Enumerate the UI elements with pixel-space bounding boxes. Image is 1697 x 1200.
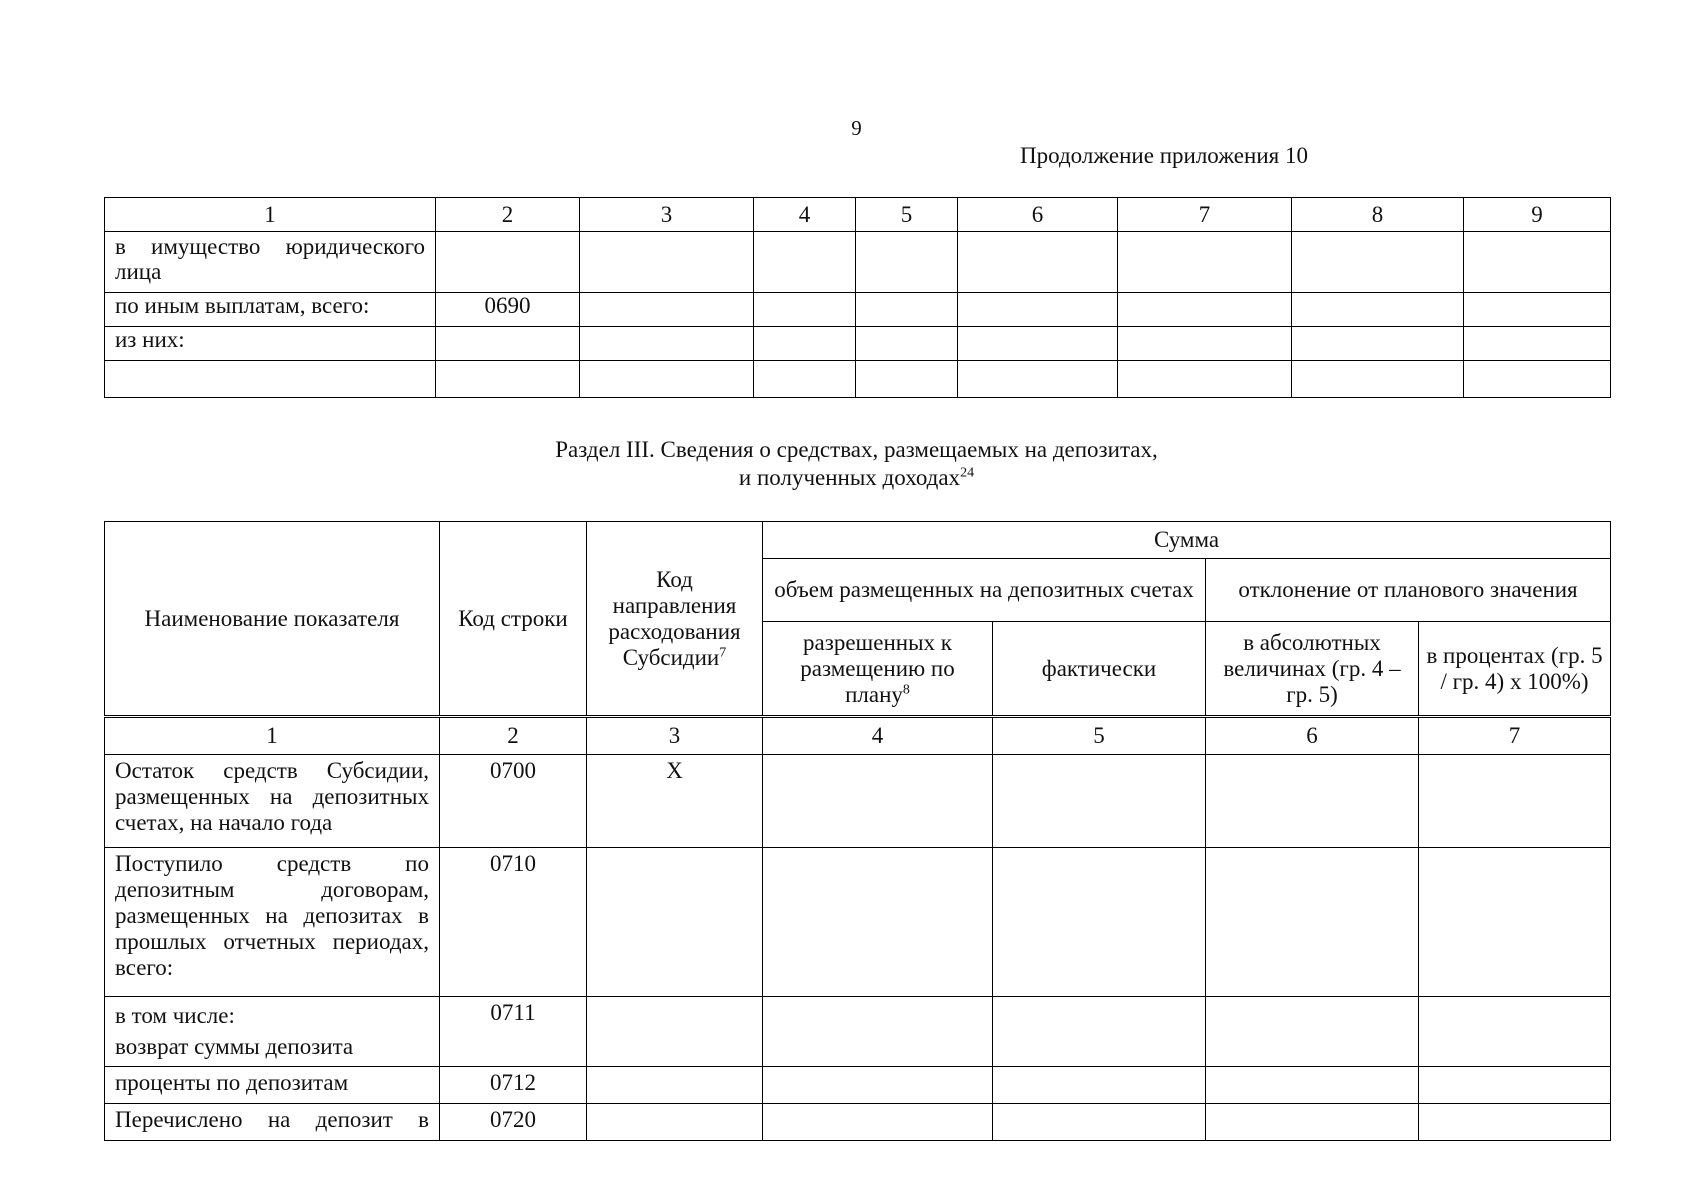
- header-actual: фактически: [993, 622, 1206, 717]
- empty-cell[interactable]: [1464, 361, 1611, 398]
- section-title-line2-wrap: [0, 464, 1697, 492]
- row-direction: [587, 997, 763, 1067]
- empty-cell[interactable]: [580, 361, 754, 398]
- empty-cell[interactable]: [856, 361, 958, 398]
- empty-cell[interactable]: [1206, 848, 1419, 997]
- column-number: 4: [754, 198, 856, 232]
- empty-cell[interactable]: [763, 1067, 993, 1104]
- empty-cell[interactable]: [1464, 232, 1611, 293]
- column-number: 2: [440, 717, 587, 755]
- column-number: 4: [763, 717, 993, 755]
- empty-cell[interactable]: [993, 997, 1206, 1067]
- empty-cell[interactable]: [1419, 997, 1611, 1067]
- table-row: [105, 293, 1611, 327]
- row-label-line1: в том числе:: [115, 1003, 235, 1028]
- empty-cell[interactable]: [958, 232, 1118, 293]
- empty-cell[interactable]: [958, 293, 1118, 327]
- row-code: 0712: [440, 1067, 587, 1104]
- empty-cell[interactable]: [1118, 361, 1292, 398]
- row-label: в имущество юридического лица: [105, 232, 436, 293]
- header-sum: Сумма: [763, 522, 1611, 559]
- empty-cell[interactable]: [958, 361, 1118, 398]
- row-direction: Х: [587, 755, 763, 848]
- column-number: 7: [1419, 717, 1611, 755]
- empty-cell[interactable]: [763, 755, 993, 848]
- empty-cell[interactable]: [1206, 997, 1419, 1067]
- row-direction: [587, 1104, 763, 1141]
- empty-cell[interactable]: [1464, 327, 1611, 361]
- row-direction: [587, 848, 763, 997]
- empty-cell[interactable]: [754, 293, 856, 327]
- row-label-line2: возврат суммы депозита: [115, 1034, 354, 1059]
- appendix-continuation-note: Продолжение приложения 10: [1020, 143, 1308, 168]
- row-direction: [587, 1067, 763, 1104]
- column-number: 9: [1464, 198, 1611, 232]
- empty-cell[interactable]: [993, 848, 1206, 997]
- empty-cell[interactable]: [763, 1104, 993, 1141]
- table-row: [105, 848, 1611, 997]
- column-number: 7: [1118, 198, 1292, 232]
- header-direction-code-text: Код направления расходования Субсидии: [608, 566, 741, 670]
- empty-cell[interactable]: [580, 327, 754, 361]
- header-percent: в процентах (гр. 5 / гр. 4) х 100%): [1419, 622, 1611, 717]
- row-label: проценты по депозитам: [105, 1067, 440, 1104]
- column-number: 2: [436, 198, 580, 232]
- empty-cell[interactable]: [1206, 755, 1419, 848]
- row-label: Перечислено на депозит в: [105, 1104, 440, 1141]
- row-label: [105, 361, 436, 398]
- empty-cell[interactable]: [754, 327, 856, 361]
- empty-cell[interactable]: [856, 327, 958, 361]
- section-title: [0, 436, 1697, 492]
- table-row: [105, 997, 1611, 1067]
- section-title-line1: Раздел III. Сведения о средствах, размещаемых на депозитах,: [555, 437, 1158, 462]
- empty-cell[interactable]: [1206, 1067, 1419, 1104]
- column-number: 1: [105, 198, 436, 232]
- page-number: 9: [851, 116, 862, 140]
- table-header-row: [105, 522, 1611, 559]
- deposits-table: [104, 521, 1611, 1141]
- row-code: [436, 361, 580, 398]
- header-planned-text: разрешенных к размещению по плану: [800, 629, 955, 707]
- table-row: [105, 1104, 1611, 1141]
- row-code: 0720: [440, 1104, 587, 1141]
- row-label: [105, 997, 440, 1067]
- section-title-line2: и полученных доходах: [738, 465, 961, 490]
- header-line-code: Код строки: [440, 522, 587, 717]
- empty-cell[interactable]: [1118, 327, 1292, 361]
- empty-cell[interactable]: [1292, 293, 1464, 327]
- empty-cell[interactable]: [754, 361, 856, 398]
- column-number: 8: [1292, 198, 1464, 232]
- column-number: 3: [580, 198, 754, 232]
- empty-cell[interactable]: [1292, 361, 1464, 398]
- header-absolute: в абсолютных величинах (гр. 4 – гр. 5): [1206, 622, 1419, 717]
- table-row: [105, 755, 1611, 848]
- column-number-row: [105, 717, 1611, 755]
- empty-cell[interactable]: [1292, 327, 1464, 361]
- empty-cell[interactable]: [1118, 232, 1292, 293]
- footnote-ref: 24: [960, 465, 975, 481]
- column-number: 6: [958, 198, 1118, 232]
- footnote-ref: 8: [902, 681, 910, 697]
- table-row: [105, 1067, 1611, 1104]
- empty-cell[interactable]: [1419, 1104, 1611, 1141]
- empty-cell[interactable]: [993, 1104, 1206, 1141]
- empty-cell[interactable]: [958, 327, 1118, 361]
- empty-cell[interactable]: [1292, 232, 1464, 293]
- row-label: по иным выплатам, всего:: [105, 293, 436, 327]
- row-code: [436, 232, 580, 293]
- empty-cell[interactable]: [763, 997, 993, 1067]
- header-deviation: отклонение от планового значения: [1206, 559, 1611, 622]
- empty-cell[interactable]: [856, 232, 958, 293]
- row-code: 0710: [440, 848, 587, 997]
- row-code: 0690: [436, 293, 580, 327]
- table-row: [105, 327, 1611, 361]
- empty-cell[interactable]: [763, 848, 993, 997]
- empty-cell[interactable]: [1419, 1067, 1611, 1104]
- row-code: 0700: [440, 755, 587, 848]
- column-number: 1: [105, 717, 440, 755]
- empty-cell[interactable]: [993, 755, 1206, 848]
- empty-cell[interactable]: [580, 293, 754, 327]
- empty-cell[interactable]: [1118, 293, 1292, 327]
- row-label: Остаток средств Субсидии, размещенных на депозитных счетах, на начало года: [105, 755, 440, 848]
- empty-cell[interactable]: [1419, 755, 1611, 848]
- column-number: 3: [587, 717, 763, 755]
- footnote-ref: 7: [719, 644, 727, 660]
- header-direction-code: [587, 522, 763, 717]
- table-row: [105, 361, 1611, 398]
- empty-cell[interactable]: [993, 1067, 1206, 1104]
- table-header-row: [105, 198, 1611, 232]
- column-number: 5: [993, 717, 1206, 755]
- table-row: [105, 232, 1611, 293]
- empty-cell[interactable]: [1419, 848, 1611, 997]
- payments-table: [104, 197, 1611, 398]
- header-planned: [763, 622, 993, 717]
- header-volume: объем размещенных на депозитных счетах: [763, 559, 1206, 622]
- row-code: [436, 327, 580, 361]
- empty-cell[interactable]: [1206, 1104, 1419, 1141]
- empty-cell[interactable]: [1464, 293, 1611, 327]
- empty-cell[interactable]: [580, 232, 754, 293]
- column-number: 5: [856, 198, 958, 232]
- column-number: 6: [1206, 717, 1419, 755]
- empty-cell[interactable]: [754, 232, 856, 293]
- row-label: Поступило средств по депозитным договорам, размещенных на депозитах в прошлых отчетных периодах, всего:: [105, 848, 440, 997]
- row-label: из них:: [105, 327, 436, 361]
- empty-cell[interactable]: [856, 293, 958, 327]
- row-code: 0711: [440, 997, 587, 1067]
- header-name: Наименование показателя: [105, 522, 440, 717]
